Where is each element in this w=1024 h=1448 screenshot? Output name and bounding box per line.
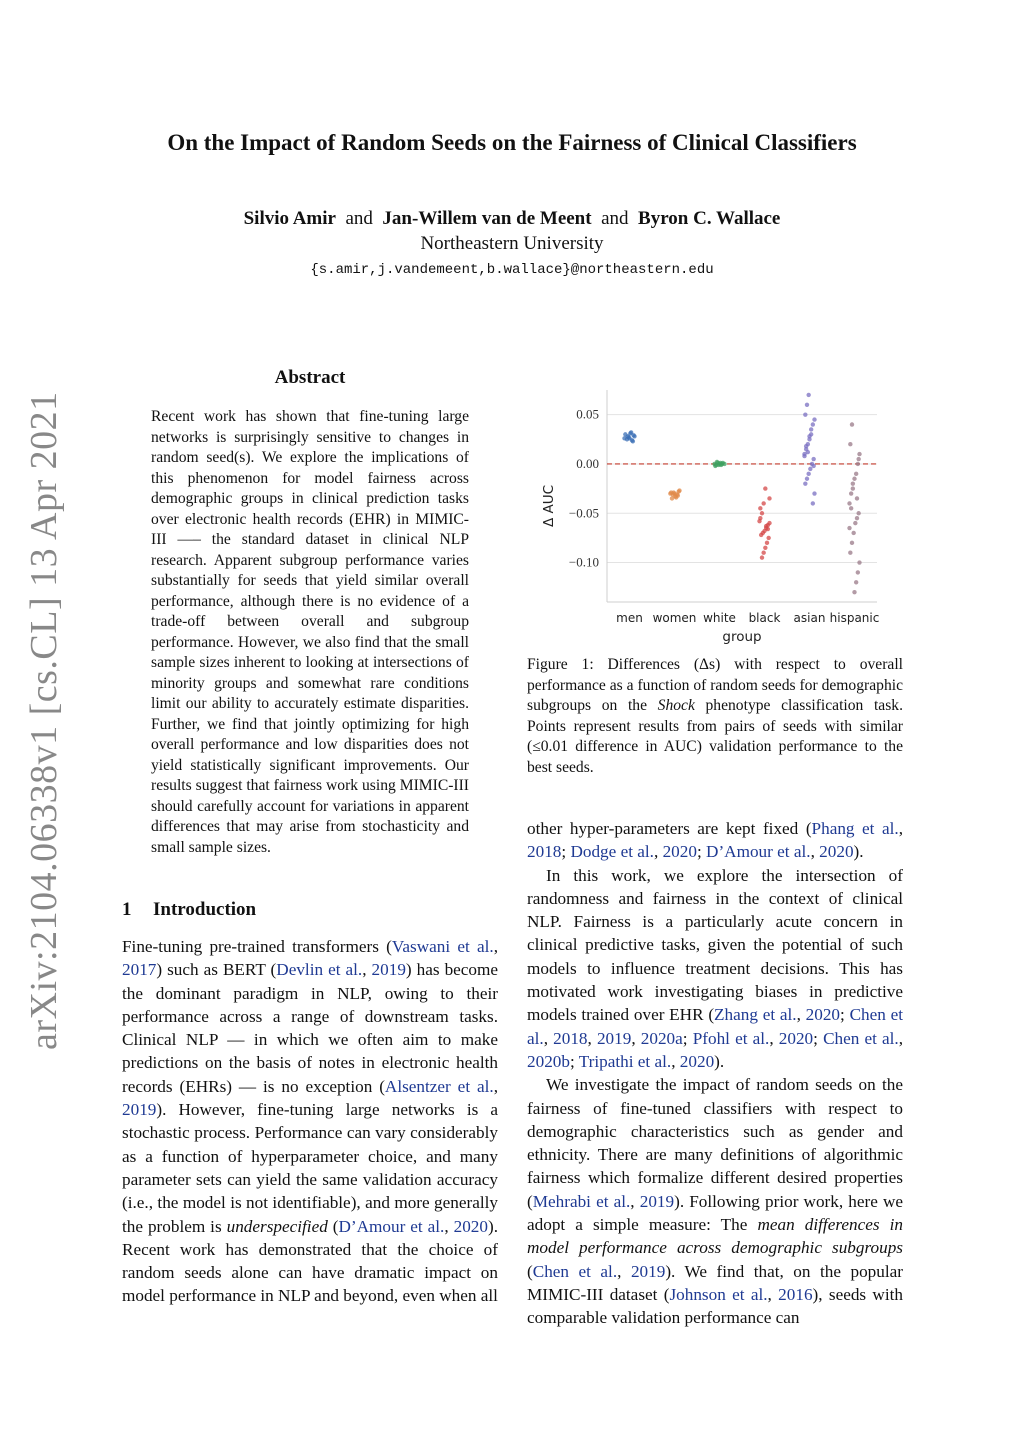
data-point	[855, 496, 859, 500]
text-run: ,	[796, 1005, 806, 1025]
data-point	[851, 481, 855, 485]
citation-link[interactable]: Devlin et al.	[276, 960, 363, 980]
data-point	[809, 427, 813, 431]
data-point	[626, 434, 630, 438]
data-point	[670, 496, 674, 500]
text-run: ;	[840, 1005, 850, 1025]
data-point	[811, 501, 815, 505]
text-run: other hyper-parameters are kept fixed (	[527, 819, 812, 838]
paragraph	[527, 864, 903, 1074]
text-run: ) such as BERT (	[156, 960, 277, 980]
data-point	[856, 462, 860, 466]
text-run: ;	[696, 842, 707, 862]
citation-link[interactable]: 2019	[639, 1191, 675, 1211]
data-point	[765, 541, 769, 545]
citation-link[interactable]: 2020	[453, 1216, 488, 1236]
text-run: Figure 1: Differences (Δs) with respect to overall performance as a function of random seeds for demographic subgroups on the	[527, 656, 903, 714]
section-heading	[122, 899, 256, 921]
data-point	[847, 526, 851, 530]
citation-link[interactable]: Tripathi et al.	[578, 1051, 672, 1071]
citation-link[interactable]: Pfohl et al.	[692, 1028, 770, 1048]
x-axis-label: group	[722, 629, 762, 645]
data-point	[677, 488, 681, 492]
text-run: ,	[653, 842, 663, 862]
citation-link[interactable]: 2018	[553, 1028, 588, 1048]
y-axis-label: Δ AUC	[541, 484, 557, 528]
data-point	[629, 430, 633, 434]
data-point	[856, 570, 860, 574]
text-run: ,	[444, 1216, 454, 1236]
text-run: ;	[682, 1028, 693, 1048]
text-run: ;	[561, 842, 571, 862]
y-tick-label: −0.10	[568, 554, 599, 570]
data-point	[764, 524, 768, 528]
text-run: ,	[587, 1028, 597, 1048]
data-point	[669, 490, 673, 494]
text-run: ), seeds with comparable validation performance can	[527, 1284, 903, 1328]
data-point	[852, 590, 856, 594]
data-point	[854, 472, 858, 476]
text-run: In this work, we explore the intersection of randomness and fairness in the context of clinical NLP. Fairness is a particularly acute concern in clinical predictive tasks, given the potential of such models to influence treatment decisions. This has motivated work investigating biases in predictive models trained over EHR (	[527, 865, 903, 1025]
y-tick-label: −0.05	[568, 505, 599, 521]
data-point	[807, 434, 811, 438]
text-run: Fine-tuning pre-trained transformers (	[122, 937, 392, 956]
text-run: ,	[543, 1028, 554, 1048]
text-run: ,	[617, 1261, 631, 1281]
text-run: ).	[714, 1051, 725, 1071]
right-column-body	[527, 817, 903, 1330]
citation-link[interactable]: D’Amour et al.	[706, 842, 811, 862]
data-point	[760, 511, 764, 515]
data-point	[857, 452, 861, 456]
abstract-heading: Abstract	[274, 367, 346, 388]
data-point	[766, 536, 770, 540]
data-point	[763, 546, 767, 550]
data-point	[812, 491, 816, 495]
citation-link[interactable]: 2020	[805, 1005, 841, 1025]
citation-link[interactable]: Chen et al.	[823, 1028, 899, 1048]
data-point	[757, 519, 761, 523]
data-point	[632, 434, 636, 438]
text-run: ,	[630, 1191, 640, 1211]
citation-link[interactable]: 2020	[778, 1028, 814, 1048]
data-point	[847, 501, 851, 505]
text-run: ,	[671, 1051, 680, 1071]
text-run: ). We find that, on the popular MIMIC-III dataset (	[527, 1261, 903, 1304]
data-point	[805, 403, 809, 407]
data-point	[851, 486, 855, 490]
data-point	[849, 506, 853, 510]
emphasis-text: Shock	[657, 697, 695, 714]
citation-link[interactable]: 2019	[371, 960, 406, 980]
citation-link[interactable]: Phang et al.	[811, 819, 899, 838]
author-name: Silvio Amir	[243, 208, 336, 229]
text-run: ,	[767, 1284, 779, 1304]
data-point	[854, 580, 858, 584]
text-run: ). However, fine-tuning large networks is a stochastic process. Performance can vary considerably as a function of hyperparameter choice, and many parameter sets can yield the same validation accuracy (i.e., the model is not identifiable), and more generally the problem is	[122, 1100, 498, 1236]
text-run: ,	[810, 842, 820, 862]
arxiv-identifier: arXiv:2104.06338v1 [cs.CL] 13 Apr 2021	[23, 391, 65, 1050]
data-point	[767, 496, 771, 500]
paragraph	[527, 1073, 903, 1329]
text-run: ,	[631, 1028, 641, 1048]
data-point	[851, 531, 855, 535]
author-separator: and	[601, 208, 629, 229]
data-point	[853, 521, 857, 525]
x-tick-label: hispanic	[829, 611, 880, 625]
data-point	[848, 442, 852, 446]
citation-link[interactable]: Chen et al.	[532, 1261, 618, 1281]
paper-title: On the Impact of Random Seeds on the Fairness of Clinical Classifiers	[167, 130, 857, 155]
data-point	[852, 477, 856, 481]
data-point	[805, 477, 809, 481]
emphasis-text: underspecified	[226, 1216, 328, 1236]
data-point	[806, 450, 810, 454]
section-number: 1	[122, 899, 132, 920]
affiliation: Northeastern University	[420, 233, 604, 254]
y-tick-label: 0.00	[576, 455, 599, 471]
citation-link[interactable]: 2020	[662, 842, 697, 862]
citation-link[interactable]: 2020a	[640, 1028, 683, 1048]
data-point	[804, 444, 808, 448]
x-tick-label: white	[703, 611, 736, 625]
figure-1	[527, 380, 903, 650]
citation-link[interactable]: 2020	[819, 842, 854, 862]
data-point	[856, 457, 860, 461]
text-run: ). Following prior work, here we adopt a simple measure: The	[527, 1191, 903, 1235]
citation-link[interactable]: 2019	[630, 1261, 666, 1281]
text-run: ) has become the dominant paradigm in NLP, owing to their performance across a range of downstream tasks. Clinical NLP — in which we often aim to make predictions on the basis of notes in electronic health records (EHRs) — is no exception (	[122, 960, 499, 1096]
data-point	[763, 486, 767, 490]
citation-link[interactable]: 2017	[122, 960, 157, 980]
text-run: ,	[898, 819, 904, 838]
text-run: ). Recent work has demonstrated that the choice of random seeds alone can have dramatic impact on model performance in NLP and beyond, even when all	[122, 1216, 498, 1306]
x-tick-label: men	[616, 611, 643, 625]
figure-caption	[527, 655, 903, 778]
data-point	[758, 506, 762, 510]
citation-link[interactable]: Dodge et al.	[570, 842, 654, 862]
citation-link[interactable]: Mehrabi et al.	[532, 1191, 631, 1211]
data-point	[811, 457, 815, 461]
citation-link[interactable]: Zhang et al.	[714, 1005, 797, 1025]
text-run: ,	[769, 1028, 779, 1048]
citation-link[interactable]: Johnson et al.	[669, 1284, 768, 1304]
citation-link[interactable]: 2019	[596, 1028, 632, 1048]
data-point	[811, 422, 815, 426]
x-tick-label: black	[748, 611, 781, 625]
data-point	[850, 422, 854, 426]
data-point	[674, 495, 678, 499]
data-point	[855, 516, 859, 520]
paragraph	[122, 935, 498, 1308]
data-point	[761, 501, 765, 505]
text-run: ;	[569, 1051, 579, 1071]
text-run: (	[327, 1216, 339, 1236]
abstract-text: Recent work has shown that fine-tuning large networks is surprisingly sensitive to changes in random seed(s). We explore the implications of this phenomenon for model fairness across demographic groups in clinical prediction tasks over electronic health records (EHR) in MIMIC-III —– the standard dataset in clinical NLP research. Apparent subgroup performance varies substantially for seeds that yield similar overall performance, although there is no evidence of a trade-off between overall and subgroup performance. However, we also find that the small sample sizes inherent to looking at intersections of minority groups and somewhat rare conditions limit our ability to accurately estimate disparities. Further, we find that jointly optimizing for high overall performance and low disparities does not yield statistically significant improvements. Our results suggest that fairness work using MIMIC-III should carefully account for variations in apparent differences that may arise from stochasticity and small sample sizes.	[151, 408, 469, 856]
data-point	[850, 541, 854, 545]
text-run: ,	[898, 1028, 904, 1048]
data-point	[760, 555, 764, 559]
delta-auc-chart	[527, 380, 903, 650]
citation-link[interactable]: 2020b	[527, 1051, 570, 1071]
citation-link[interactable]: 2018	[527, 842, 562, 862]
data-point	[802, 454, 806, 458]
author-email: {s.amir,j.vandemeent,b.wallace}@northeastern.edu	[310, 262, 714, 278]
text-run: ,	[362, 960, 372, 980]
data-point	[812, 417, 816, 421]
data-point	[803, 481, 807, 485]
text-run: ,	[493, 937, 498, 956]
data-point	[849, 491, 853, 495]
data-point	[759, 533, 763, 537]
left-column-body	[122, 935, 498, 1308]
text-run: ,	[493, 1076, 498, 1096]
text-run: We investigate the impact of random seeds on the fairness of fine-tuned classifiers with respect to demographic characteristics such as gender and ethnicity. There are many definitions of algorithmic fairness which formalize different desired properties (	[527, 1075, 903, 1211]
emphasis-text: mean differences in model performance across demographic subgroups	[527, 1215, 904, 1258]
citation-link[interactable]: 2016	[778, 1284, 813, 1304]
citation-link[interactable]: 2019	[122, 1100, 157, 1120]
data-point	[803, 412, 807, 416]
section-title: Introduction	[153, 899, 257, 920]
citation-link[interactable]: Alsentzer et al.	[384, 1076, 494, 1096]
author-separator: and	[345, 208, 373, 229]
author-name: Jan-Willem van de Meent	[382, 208, 592, 229]
y-tick-label: 0.05	[576, 406, 599, 422]
data-point	[806, 393, 810, 397]
x-tick-label: asian	[793, 611, 826, 625]
author-list	[0, 208, 1024, 230]
paragraph	[527, 817, 903, 864]
text-run: ;	[813, 1028, 824, 1048]
x-tick-label: women	[652, 611, 697, 625]
data-point	[811, 464, 815, 468]
data-point	[856, 511, 860, 515]
citation-link[interactable]: Chen et al.	[527, 1005, 904, 1048]
data-point	[712, 462, 716, 466]
data-point	[806, 472, 810, 476]
data-point	[848, 550, 852, 554]
data-point	[631, 439, 635, 443]
author-name: Byron C. Wallace	[638, 208, 781, 229]
text-run: (	[527, 1261, 533, 1281]
data-point	[808, 467, 812, 471]
data-point	[761, 550, 765, 554]
data-point	[857, 560, 861, 564]
citation-link[interactable]: Vaswani et al.	[391, 937, 494, 956]
citation-link[interactable]: D’Amour et al.	[338, 1216, 445, 1236]
citation-link[interactable]: 2020	[679, 1051, 715, 1071]
text-run: ).	[853, 842, 864, 862]
text-run: phenotype classification task. Points represent results from pairs of seeds with similar (≤0.01 difference in AUC) validation performance to the best seeds.	[527, 697, 903, 776]
